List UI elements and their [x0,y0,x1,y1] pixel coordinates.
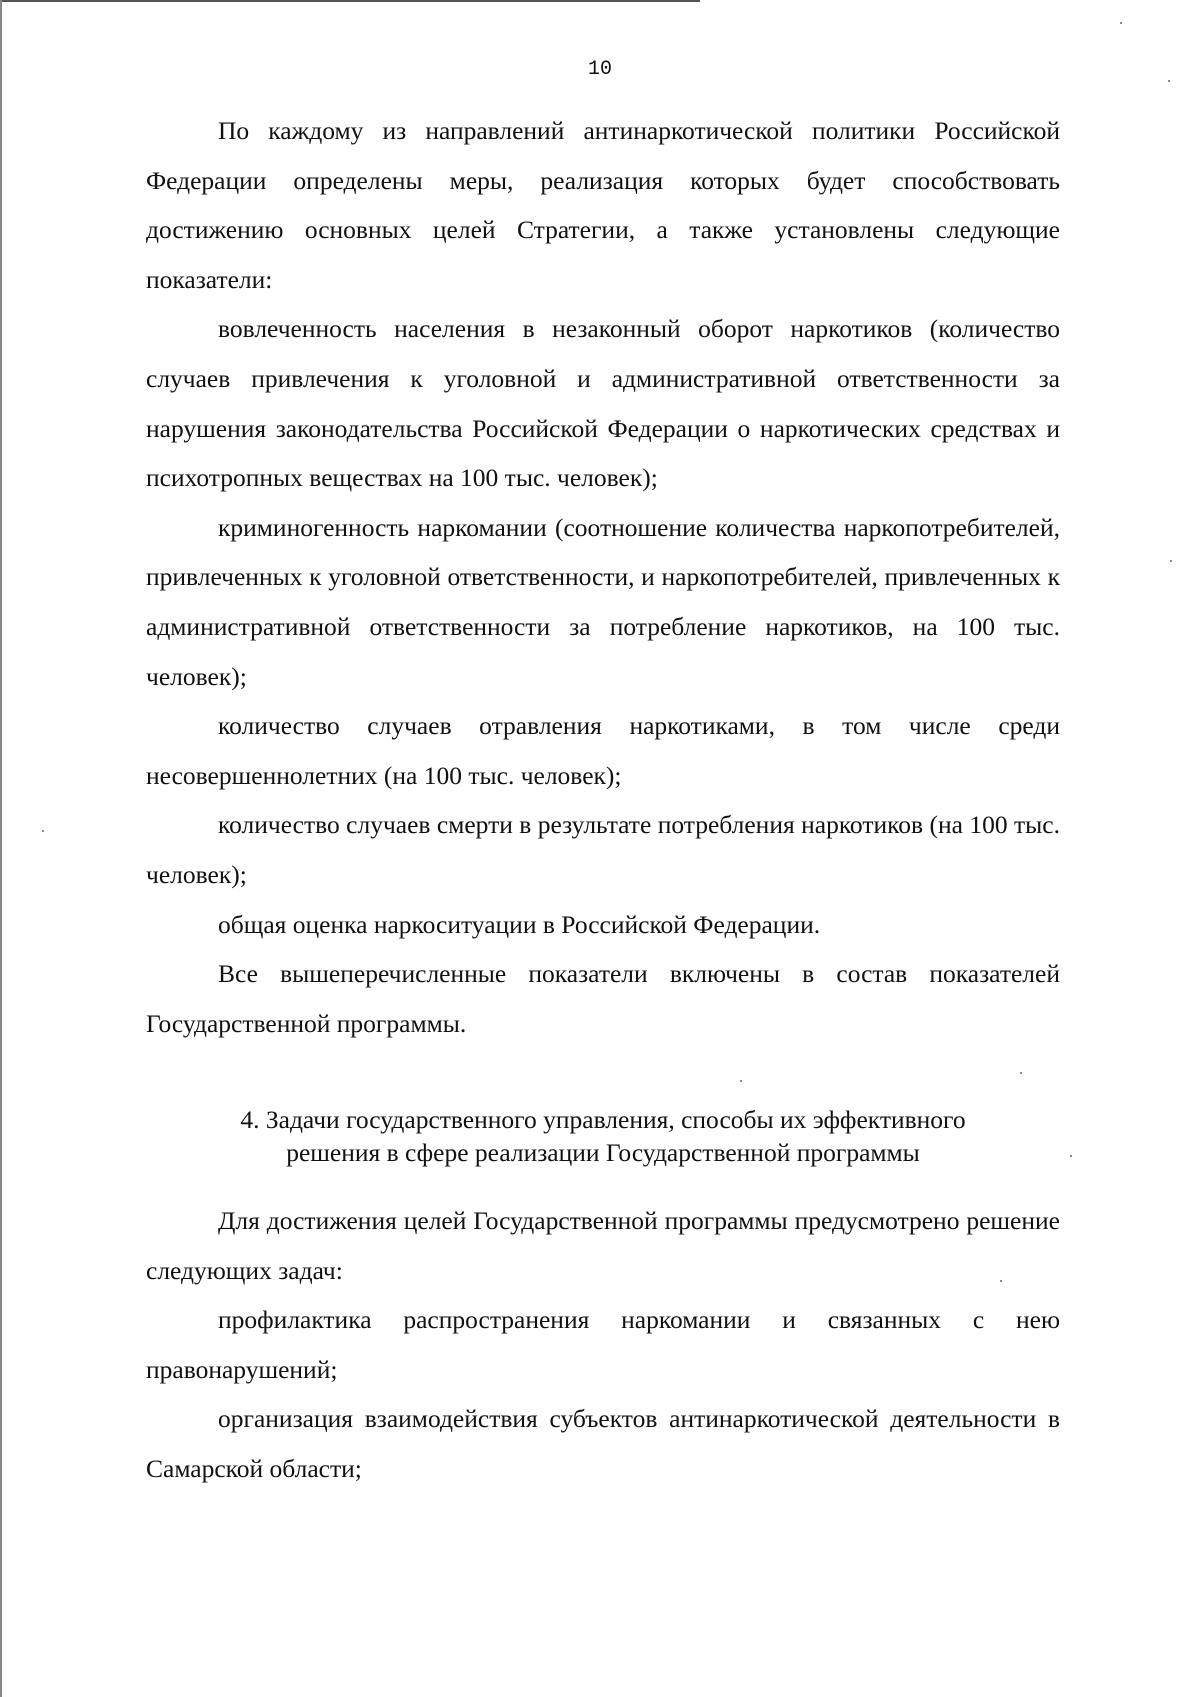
document-body-bottom [146,1196,1060,1494]
paragraph-task-cooperation: организация взаимодействия субъектов антинаркотической деятельности в Самарской области; [146,1404,1060,1483]
scan-speck [1170,560,1172,562]
paragraph-intro: По каждому из направлений антинаркотической политики Российской Федерации определены меры, реализация которых будет способствовать достижению основных целей Стратегии, а также установлены следующие показатели: [146,116,1060,294]
paragraph-task-prevention: профилактика распространения наркомании и связанных с нею правонарушений; [146,1305,1060,1384]
section-heading-line1: 4. Задачи государственного управления, способы их эффективного [240,1105,966,1134]
paragraph-indicator-poisoning: количество случаев отравления наркотиками, в том числе среди несовершеннолетних (на 100 тыс. человек); [146,711,1060,790]
paragraph-indicator-overall: общая оценка наркоситуации в Российской Федерации. [218,909,821,939]
scan-speck [1070,1155,1072,1157]
scan-speck [42,830,44,832]
scan-speck [1000,1280,1002,1282]
scan-speck [1120,22,1122,24]
scan-top-border [0,0,700,2]
paragraph-tasks-intro: Для достижения целей Государственной программы предусмотрено решение следующих задач: [146,1206,1060,1285]
scan-speck [740,1080,742,1082]
paragraph-indicator-involvement: вовлеченность населения в незаконный оборот наркотиков (количество случаев привлечения к уголовной и административной ответственности за нарушения законодательства Российской Федерации о наркотических средствах и психотропных веществах на 100 тыс. человек); [146,314,1060,493]
scan-speck [1168,80,1170,82]
section-heading-line2: решения в сфере реализации Государственной программы [286,1138,920,1167]
paragraph-indicator-criminogenic: криминогенность наркомании (соотношение количества наркопотребителей, привлеченных к уголовной ответственности, и наркопотребителей, привлеченных к административной ответственности за потребление наркотиков, на 100 тыс. человек); [146,512,1060,691]
paragraph-indicators-included: Все вышеперечисленные показатели включены в состав показателей Государственной программы. [146,959,1060,1038]
document-body-top [146,106,1060,1048]
scan-speck [1020,1072,1022,1074]
section-heading [146,1103,1060,1169]
page-number: 10 [587,58,612,81]
scan-left-border [0,0,2,1697]
paragraph-indicator-deaths: количество случаев смерти в результате потребления наркотиков (на 100 тыс. человек); [146,810,1060,889]
